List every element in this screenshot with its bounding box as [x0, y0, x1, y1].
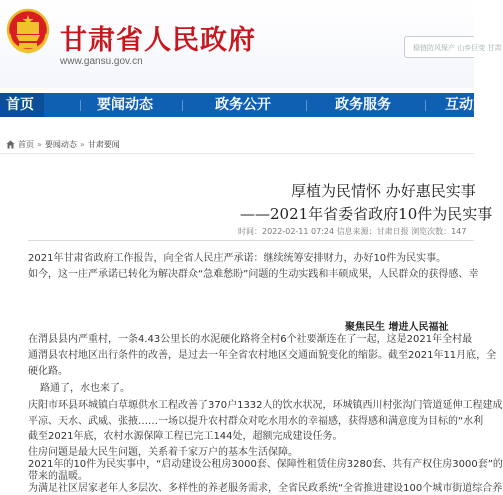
paragraph-line: 2021年甘肃省政府工作报告，向全省人民庄严承诺：继续统筹安排财力，办好10件为民实事。	[28, 253, 447, 264]
paragraph-line: 住房问题是最大民生问题，关系着千家万户的基本生活保障。	[28, 447, 298, 458]
paragraph-line: 通渭县农村地区出行条件的改善，是过去一年全省农村地区交通面貌变化的缩影。截至2021年11月底，全	[28, 350, 497, 361]
paragraph-line: 硬化路。	[28, 366, 68, 377]
paragraph-line: 平凉、天水、武威、张掖……一场以提升农村群众对吃水用水的幸福感，获得感和满意度为目标的“水利	[28, 416, 484, 427]
breadcrumb	[6, 137, 120, 151]
divider	[28, 240, 474, 241]
article-subtitle: ——2021年省委省政府10件为民实事	[240, 205, 493, 223]
paragraph-line: 在渭县县内严重村，一条4.43公里长的水泥硬化路将全村6个社要渐连在了一起，这是2021年全村最	[28, 334, 473, 345]
breadcrumb-link-news[interactable]: 要闻动态	[44, 139, 77, 149]
nav-divider	[306, 100, 307, 111]
home-icon	[6, 140, 15, 149]
paragraph-line: 庆阳市环县环城镇白草塬供水工程改善了370户1332人的饮水状况，环城镇西川村张沟门管道延伸工程建成	[28, 400, 503, 411]
breadcrumb-link-home[interactable]: 首页	[18, 139, 34, 149]
site-header	[0, 0, 502, 88]
nav-item-home[interactable]: 首页	[0, 93, 44, 117]
article-meta: 时间：2022-02-11 07:24 信息来源：甘肃日报 浏览次数：147	[238, 227, 467, 236]
section-subheading: 聚焦民生 增进人民福祉	[345, 322, 449, 333]
article-title: 厚植为民情怀 办好惠民实事	[291, 182, 476, 200]
paragraph-line: 路通了，水也来了。	[40, 383, 130, 394]
nav-divider	[182, 100, 183, 111]
search-input[interactable]: 稳链防风保产 山乡巨变 甘肃	[404, 36, 474, 58]
paragraph-line: 2021年的10件为民实事中，“启动建设公租房3000套、保障性租赁住房3280套、共有产权住房3000套”的	[28, 459, 503, 470]
nav-item-interaction[interactable]: 互动交	[445, 97, 487, 113]
main-nav	[0, 93, 487, 117]
chevron-right-icon: »	[37, 139, 42, 149]
nav-divider	[80, 100, 81, 111]
nav-divider	[425, 100, 426, 111]
chevron-right-icon: »	[79, 139, 85, 149]
paragraph-line: 截至2021年底，农村水源保障工程已完工144处，超额完成建设任务。	[28, 431, 343, 442]
divider	[0, 153, 474, 154]
nav-item-gov-affairs[interactable]: 政务公开	[215, 97, 271, 113]
breadcrumb-link-gansu-news[interactable]: 甘肃要闻	[87, 139, 120, 149]
paragraph-line: 带来的温暖。	[28, 471, 88, 482]
national-emblem-icon	[6, 8, 50, 54]
nav-item-news[interactable]: 要闻动态	[97, 97, 153, 113]
paragraph-line: 如今，这一庄严承诺已转化为解决群众“急难愁盼”问题的生动实践和丰硕成果，人民群众的获得感、幸	[28, 269, 479, 280]
nav-item-gov-services[interactable]: 政务服务	[335, 97, 391, 113]
paragraph-line: 为满足社区居家老年人多层次、多样性的养老服务需求，全省民政系统“全省推进建设100个城市街道综合养	[28, 483, 503, 494]
site-title[interactable]: 甘肃省人民政府	[60, 25, 256, 56]
site-domain: www.gansu.gov.cn	[60, 56, 143, 67]
